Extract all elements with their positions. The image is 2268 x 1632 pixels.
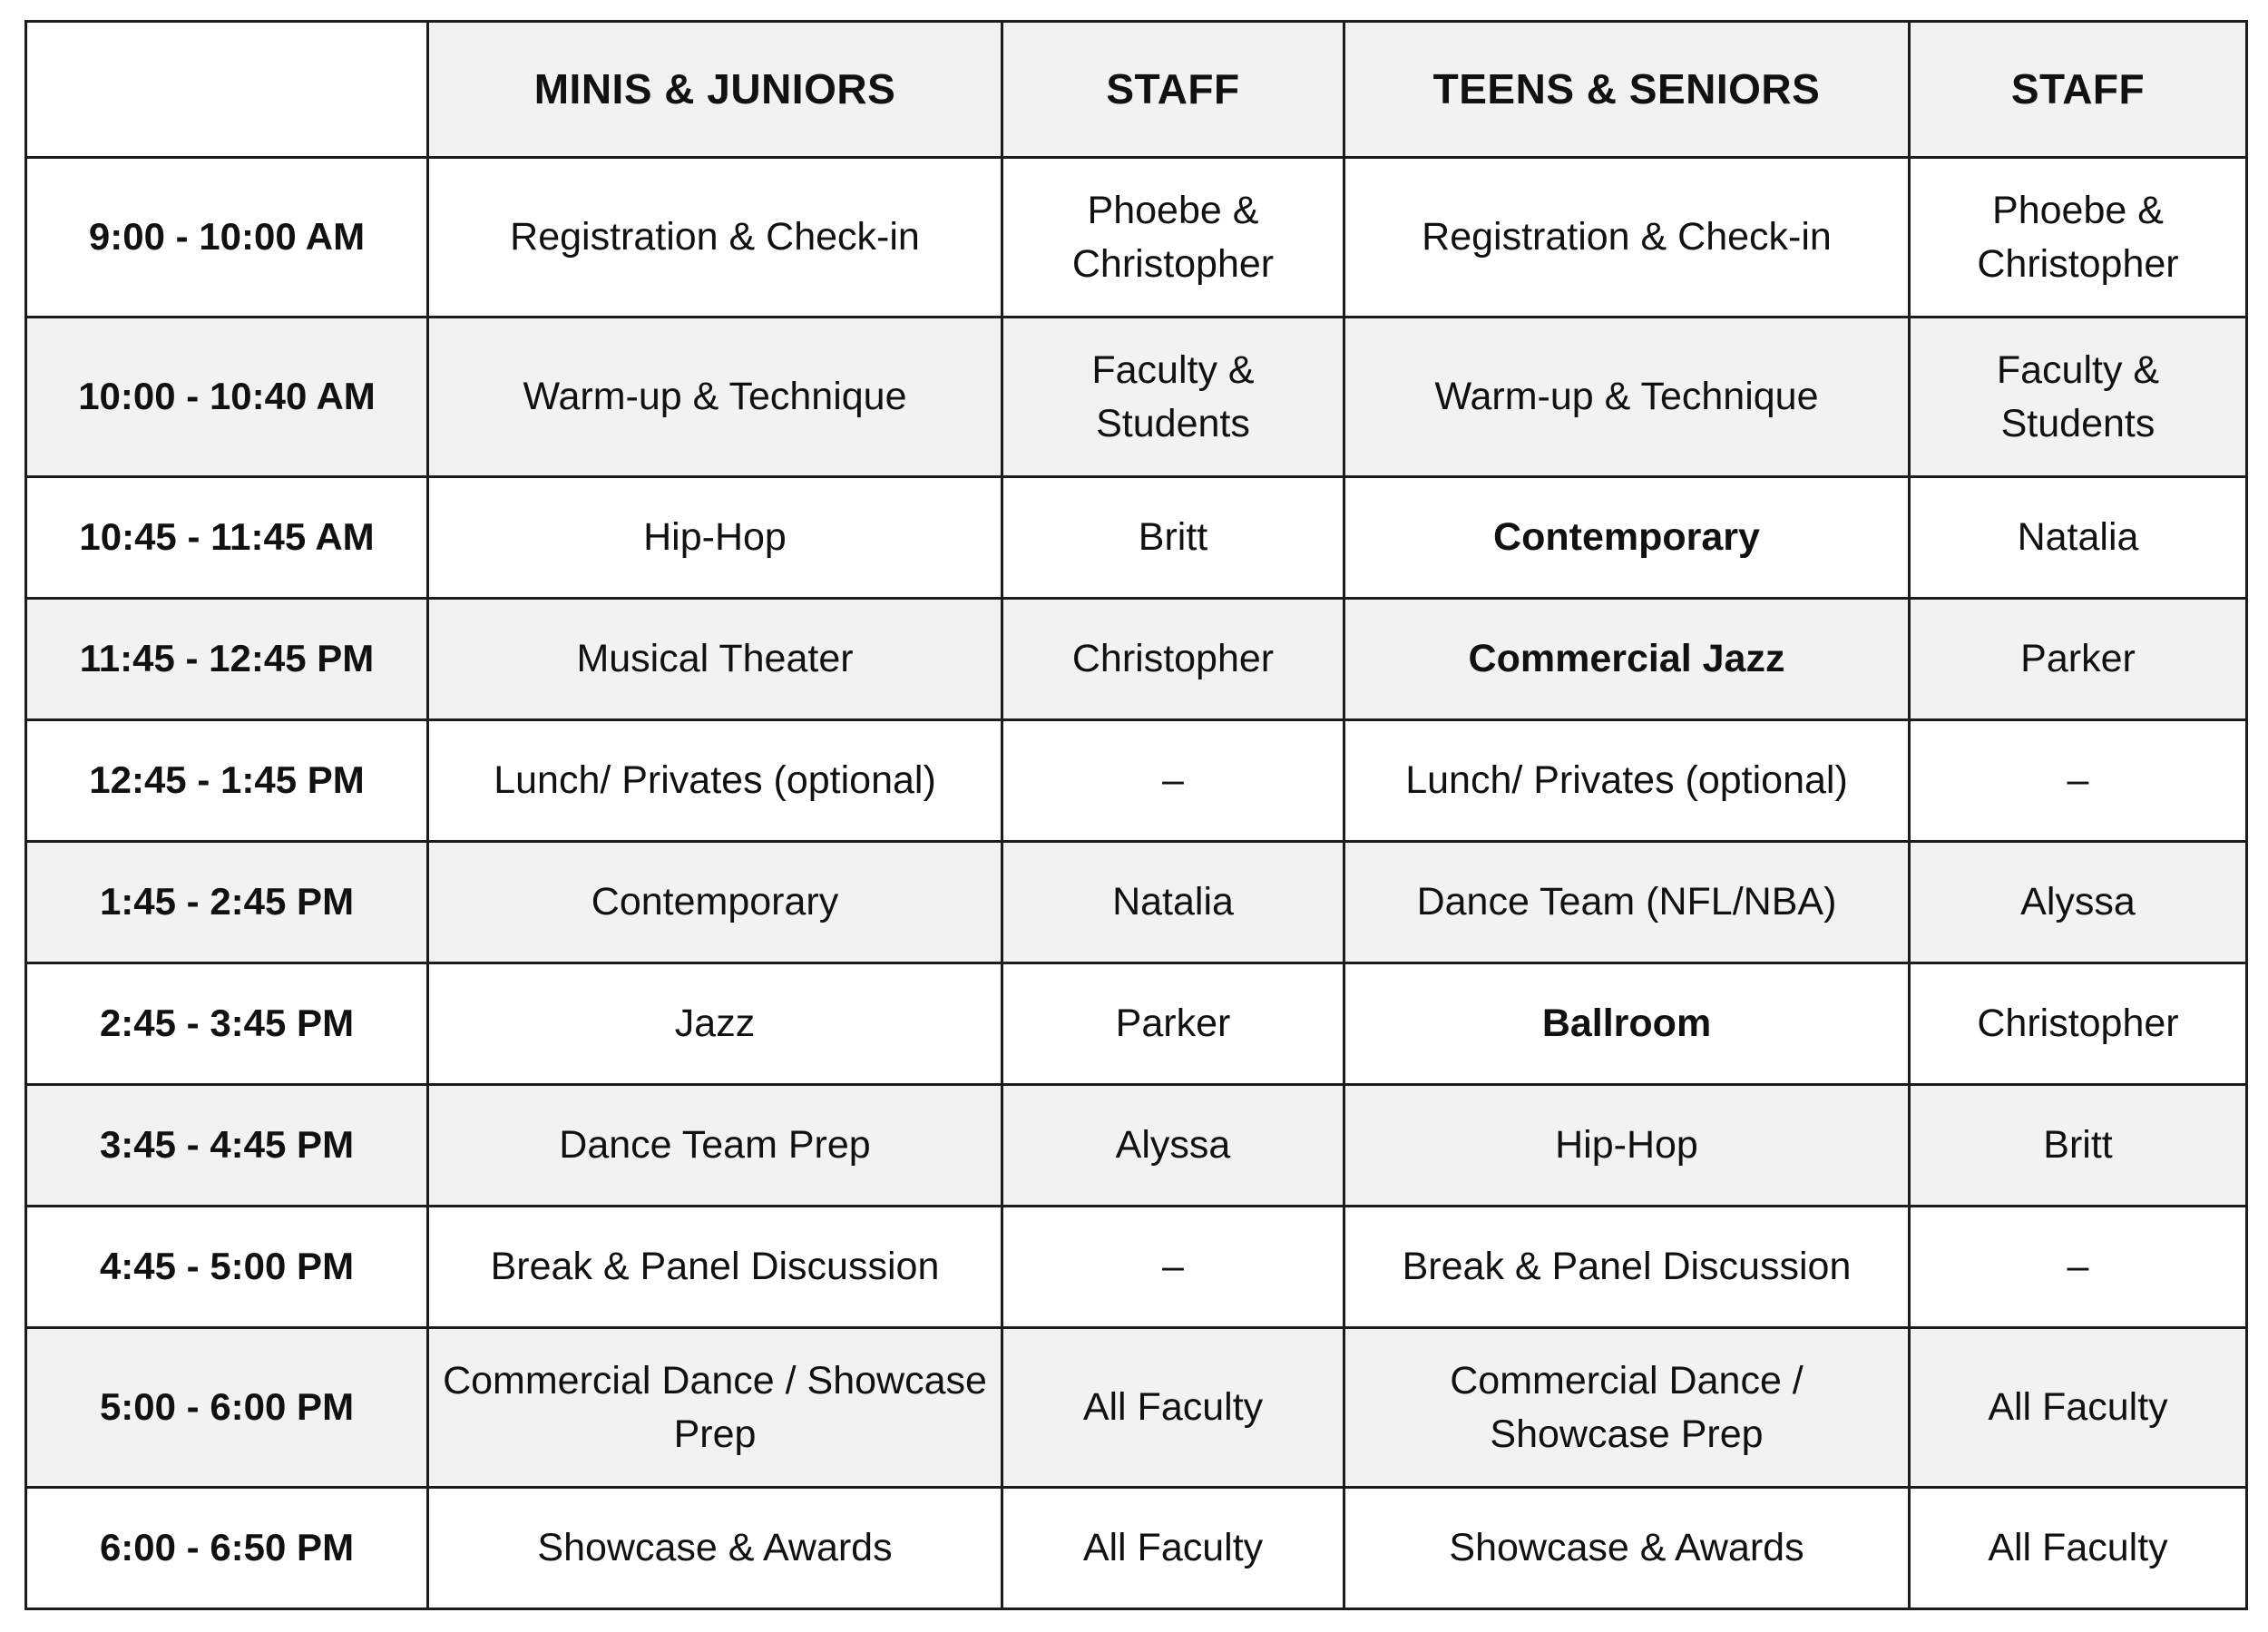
class-cell-teens: Registration & Check-in bbox=[1344, 158, 1910, 318]
class-cell-minis: Commercial Dance / Showcase Prep bbox=[428, 1328, 1002, 1488]
time-cell: 4:45 - 5:00 PM bbox=[26, 1207, 428, 1328]
table-row bbox=[26, 477, 2247, 599]
staff-cell-teens: Alyssa bbox=[1910, 842, 2247, 963]
class-cell-minis: Lunch/ Privates (optional) bbox=[428, 720, 1002, 842]
class-cell-minis: Registration & Check-in bbox=[428, 158, 1002, 318]
staff-cell-minis: Natalia bbox=[1002, 842, 1344, 963]
table-row bbox=[26, 1488, 2247, 1609]
staff-cell-teens: Natalia bbox=[1910, 477, 2247, 599]
staff-cell-teens: – bbox=[1910, 720, 2247, 842]
time-cell: 3:45 - 4:45 PM bbox=[26, 1085, 428, 1207]
class-cell-teens: Hip-Hop bbox=[1344, 1085, 1910, 1207]
time-cell: 11:45 - 12:45 PM bbox=[26, 599, 428, 720]
class-cell-minis: Musical Theater bbox=[428, 599, 1002, 720]
staff-cell-teens: – bbox=[1910, 1207, 2247, 1328]
staff-cell-teens: Britt bbox=[1910, 1085, 2247, 1207]
staff-cell-minis: Parker bbox=[1002, 963, 1344, 1085]
table-row bbox=[26, 158, 2247, 318]
class-cell-teens: Warm-up & Technique bbox=[1344, 318, 1910, 477]
class-cell-teens: Ballroom bbox=[1344, 963, 1910, 1085]
time-cell: 1:45 - 2:45 PM bbox=[26, 842, 428, 963]
time-cell: 12:45 - 1:45 PM bbox=[26, 720, 428, 842]
time-cell: 10:45 - 11:45 AM bbox=[26, 477, 428, 599]
class-cell-minis: Jazz bbox=[428, 963, 1002, 1085]
staff-cell-minis: – bbox=[1002, 1207, 1344, 1328]
class-cell-teens: Break & Panel Discussion bbox=[1344, 1207, 1910, 1328]
class-cell-teens: Lunch/ Privates (optional) bbox=[1344, 720, 1910, 842]
class-cell-teens: Contemporary bbox=[1344, 477, 1910, 599]
time-cell: 5:00 - 6:00 PM bbox=[26, 1328, 428, 1488]
class-cell-minis: Dance Team Prep bbox=[428, 1085, 1002, 1207]
schedule-table bbox=[24, 20, 2248, 1610]
staff-cell-teens: Faculty & Students bbox=[1910, 318, 2247, 477]
table-row bbox=[26, 1328, 2247, 1488]
class-cell-minis: Warm-up & Technique bbox=[428, 318, 1002, 477]
staff-cell-teens: All Faculty bbox=[1910, 1488, 2247, 1609]
staff-cell-teens: Christopher bbox=[1910, 963, 2247, 1085]
header-corner-cell bbox=[26, 22, 428, 158]
table-row bbox=[26, 963, 2247, 1085]
class-cell-minis: Showcase & Awards bbox=[428, 1488, 1002, 1609]
header-teens-seniors: TEENS & SENIORS bbox=[1344, 22, 1910, 158]
table-row bbox=[26, 842, 2247, 963]
time-cell: 10:00 - 10:40 AM bbox=[26, 318, 428, 477]
class-cell-teens: Dance Team (NFL/NBA) bbox=[1344, 842, 1910, 963]
schedule-table-container bbox=[24, 20, 2245, 1609]
table-row bbox=[26, 1207, 2247, 1328]
staff-cell-minis: Phoebe & Christopher bbox=[1002, 158, 1344, 318]
class-cell-minis: Contemporary bbox=[428, 842, 1002, 963]
class-cell-minis: Hip-Hop bbox=[428, 477, 1002, 599]
class-cell-teens: Commercial Dance / Showcase Prep bbox=[1344, 1328, 1910, 1488]
class-cell-minis: Break & Panel Discussion bbox=[428, 1207, 1002, 1328]
time-cell: 2:45 - 3:45 PM bbox=[26, 963, 428, 1085]
table-row bbox=[26, 599, 2247, 720]
table-row bbox=[26, 720, 2247, 842]
header-row bbox=[26, 22, 2247, 158]
time-cell: 6:00 - 6:50 PM bbox=[26, 1488, 428, 1609]
staff-cell-minis: All Faculty bbox=[1002, 1488, 1344, 1609]
header-staff-1: STAFF bbox=[1002, 22, 1344, 158]
header-staff-2: STAFF bbox=[1910, 22, 2247, 158]
staff-cell-minis: Alyssa bbox=[1002, 1085, 1344, 1207]
staff-cell-minis: All Faculty bbox=[1002, 1328, 1344, 1488]
staff-cell-minis: – bbox=[1002, 720, 1344, 842]
staff-cell-minis: Faculty & Students bbox=[1002, 318, 1344, 477]
class-cell-teens: Commercial Jazz bbox=[1344, 599, 1910, 720]
header-minis-juniors: MINIS & JUNIORS bbox=[428, 22, 1002, 158]
staff-cell-teens: All Faculty bbox=[1910, 1328, 2247, 1488]
table-row bbox=[26, 1085, 2247, 1207]
staff-cell-minis: Britt bbox=[1002, 477, 1344, 599]
time-cell: 9:00 - 10:00 AM bbox=[26, 158, 428, 318]
class-cell-teens: Showcase & Awards bbox=[1344, 1488, 1910, 1609]
staff-cell-teens: Phoebe & Christopher bbox=[1910, 158, 2247, 318]
staff-cell-teens: Parker bbox=[1910, 599, 2247, 720]
table-row bbox=[26, 318, 2247, 477]
staff-cell-minis: Christopher bbox=[1002, 599, 1344, 720]
